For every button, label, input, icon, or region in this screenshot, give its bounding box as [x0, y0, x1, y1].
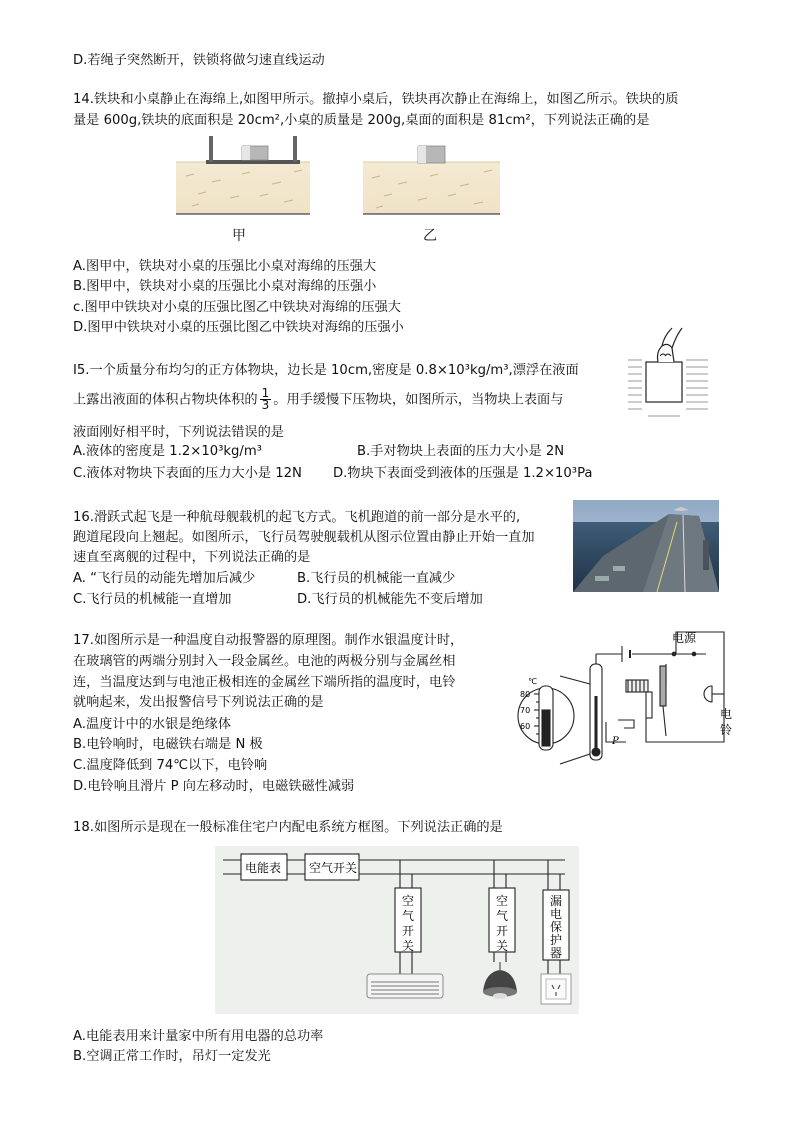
branch3-char-4: 护 [550, 933, 563, 947]
cube-block [646, 362, 682, 402]
q14-stem-line2: 量是 600g,铁块的底面积是 20cm²,小桌的质量是 200g,桌面的面积是 81cm²，下列说法正确的是 [73, 113, 650, 128]
q17-option-b: B.电铃响时，电磁铁右端是 N 极 [73, 737, 263, 752]
meter-label: 电能表 [245, 861, 282, 875]
q15-stem-line2-a: 上露出液面的体积占物块体积的 [73, 392, 258, 408]
bell-label-2: 铃 [720, 723, 733, 737]
q15-stem-line2-b: 。用手缓慢下压物块，如图所示，当物块上表面与 [273, 392, 564, 408]
q16-stem-line1: 16.滑跃式起飞是一种航母舰载机的起飞方式。飞机跑道的前一部分是水平的, [73, 510, 521, 525]
sponge-with-block [363, 146, 500, 214]
q15-option-c: C.液体对物块下表面的压力大小是 12N [73, 466, 302, 481]
q17-stem-line4: 就响起来，发出报警信号下列说法正确的是 [73, 695, 324, 710]
q14-option-d: D.图甲中铁块对小桌的压强比图乙中铁块对海绵的压强小 [73, 320, 404, 335]
branch2-char-4: 关 [496, 939, 509, 953]
temperature-alarm-circuit [506, 624, 746, 766]
thermo-unit: ℃ [528, 677, 537, 686]
q15-option-d: D.物块下表面受到液体的压强是 1.2×10³Pa [333, 466, 593, 481]
branch2-char-1: 空 [496, 894, 509, 908]
distribution-system-diagram [215, 846, 579, 1014]
branch1-char-1: 空 [402, 894, 415, 908]
hand-icon [658, 344, 675, 362]
branch3-char-5: 器 [550, 946, 563, 960]
branch1-char-3: 开 [402, 924, 415, 938]
branch1-char-2: 气 [402, 909, 415, 923]
wall-socket-icon [541, 974, 571, 1004]
q13-option-d: D.若绳子突然断开，铁锁将做匀速直线运动 [73, 53, 325, 68]
branch1-char-4: 关 [402, 939, 415, 953]
q15-stem-line3: 液面刚好相平时，下列说法错误的是 [73, 425, 284, 440]
q15-option-a: A.液体的密度是 1.2×10³kg/m³ [73, 444, 262, 459]
q15-option-b: B.手对物块上表面的压力大小是 2N [357, 444, 565, 459]
thermo-tick-70: 70 [520, 706, 531, 715]
q14-sponge-figure [172, 132, 502, 222]
q14-option-a: A.图甲中，铁块对小桌的压强比小桌对海绵的压强大 [73, 259, 377, 274]
branch3-char-3: 保 [550, 920, 563, 934]
q17-option-a: A.温度计中的水银是绝缘体 [73, 717, 232, 732]
q18-stem: 18.如图所示是现在一般标准住宅户内配电系统方框图。下列说法正确的是 [73, 820, 503, 835]
q16-option-c: C.飞行员的机械能一直增加 [73, 592, 232, 607]
q16-option-d: D.飞行员的机械能先不变后增加 [297, 592, 483, 607]
q17-stem-line2: 在玻璃管的两端分别封入一段金属丝。电池的两极分别与金属丝相 [73, 654, 456, 669]
q17-stem-line1: 17.如图所示是一种温度自动报警器的原理图。制作水银温度计时， [73, 633, 464, 648]
q16-option-a: A. “飞行员的动能先增加后减少 [73, 571, 256, 586]
branch3-char-2: 电 [550, 907, 563, 921]
q14-option-c: c.图甲中铁块对小桌的压强比图乙中铁块对海绵的压强大 [73, 300, 401, 315]
q14-option-b: B.图甲中，铁块对小桌的压强比小桌对海绵的压强小 [73, 279, 377, 294]
q15-block-figure [622, 320, 714, 418]
q17-option-c: C.温度降低到 74℃以下，电铃响 [73, 758, 268, 773]
q15-stem-line1: I5.一个质量分布均匀的正方体物块，边长是 10cm,密度是 0.8×10³kg/m³,漂浮在液面 [73, 363, 579, 378]
q14-figure-label-yi: 乙 [423, 228, 437, 244]
thermo-tick-60: 60 [520, 722, 531, 731]
thermo-tick-80: 80 [520, 690, 531, 699]
sponge-with-table [176, 136, 310, 214]
aircraft-carrier-photo [573, 500, 719, 592]
q16-stem-line2: 跑道尾段向上翘起。如图所示，飞行员驾驶舰载机从图示位置由静止开始一直加 [73, 530, 535, 545]
q14-figure-label-jia: 甲 [232, 228, 246, 244]
main-switch-label: 空气开关 [309, 861, 358, 875]
slider-label: P [612, 736, 619, 747]
branch3-char-1: 漏 [550, 894, 563, 908]
fraction-one-third: $\frac{1}{3}$ [261, 386, 270, 412]
power-source-label: 电源 [672, 631, 697, 645]
q17-stem-line3: 连，当温度达到与电池正极相连的金属丝下端所指的温度时，电铃 [73, 675, 456, 690]
q15-stem-line2 [73, 388, 563, 411]
branch2-char-3: 开 [496, 924, 509, 938]
q14-stem-line1: 14.铁块和小桌静止在海绵上,如图甲所示。撤掉小桌后，铁块再次静止在海绵上，如图乙所示。铁块的质 [73, 92, 679, 107]
bell-label-1: 电 [720, 707, 733, 721]
q18-option-b: B.空调正常工作时，吊灯一定发光 [73, 1049, 271, 1064]
q17-option-d: D.电铃响且滑片 P 向左移动时，电磁铁磁性减弱 [73, 779, 355, 794]
q16-option-b: B.飞行员的机械能一直减少 [297, 571, 456, 586]
branch2-char-2: 气 [496, 909, 509, 923]
q16-stem-line3: 速直至离舰的过程中，下列说法正确的是 [73, 550, 311, 565]
air-conditioner-icon [367, 974, 443, 998]
q18-option-a: A.电能表用来计量家中所有用电器的总功率 [73, 1029, 324, 1044]
